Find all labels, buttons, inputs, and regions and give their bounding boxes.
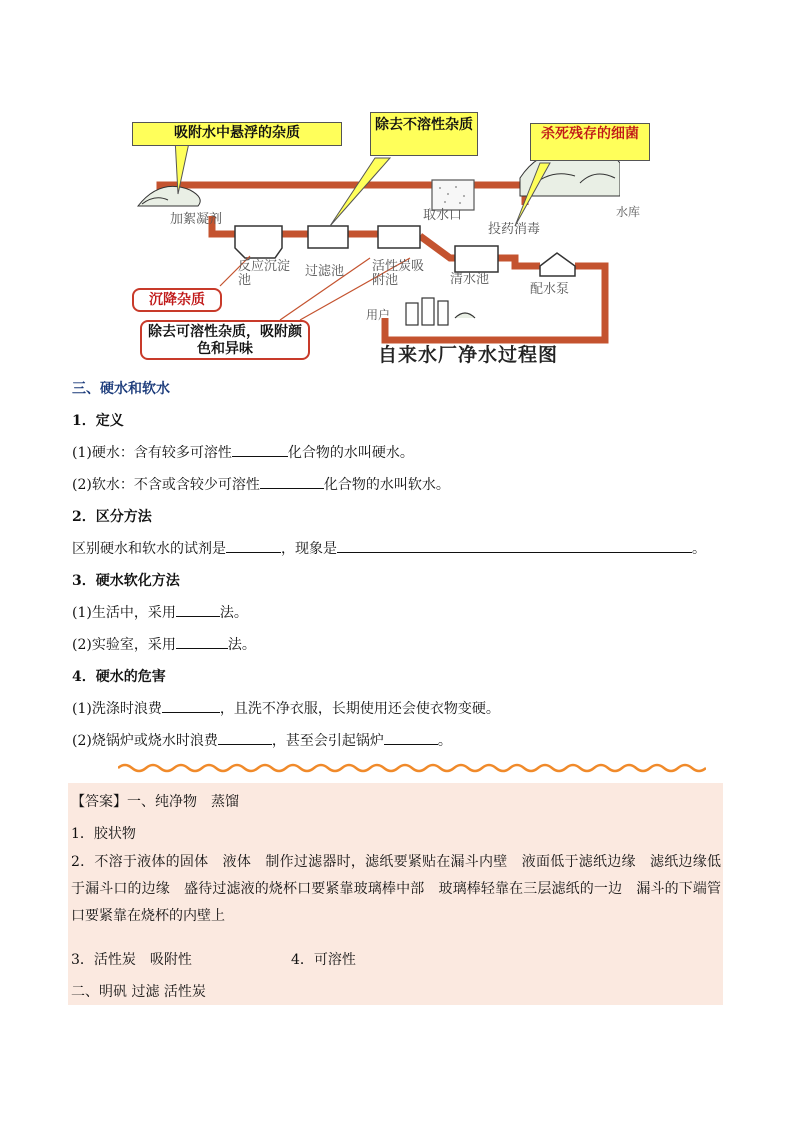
carbon-tank bbox=[378, 226, 420, 248]
label-disinfect: 投药消毒 bbox=[488, 222, 541, 237]
soften-lab: (2)实验室，采用 法。 bbox=[72, 634, 256, 654]
answer-line-4a: 3．活性炭 吸附性 bbox=[71, 952, 192, 968]
water-purification-diagram bbox=[120, 108, 641, 366]
label-clear-tank: 清水池 bbox=[450, 272, 490, 287]
answer-line-2: 1．胶状物 bbox=[71, 826, 136, 842]
label-filter-tank: 过滤池 bbox=[305, 264, 345, 279]
harm-boiler: (2)烧锅炉或烧水时浪费 ，甚至会引起锅炉 。 bbox=[72, 730, 452, 750]
wave-divider bbox=[118, 762, 706, 774]
filter-tank bbox=[308, 226, 348, 248]
soften-life: (1)生活中，采用 法。 bbox=[72, 602, 248, 622]
soft-water-definition: (2)软水：不含或含较少可溶性 化合物的水叫软水。 bbox=[72, 474, 450, 494]
user-building bbox=[406, 298, 475, 325]
label-reservoir: 水库 bbox=[616, 205, 641, 219]
blank-boiler-effect[interactable] bbox=[384, 730, 438, 745]
label-pump: 配水泵 bbox=[530, 282, 570, 297]
reaction-tank bbox=[235, 226, 282, 258]
callout-insoluble: 除去不溶性杂质 bbox=[370, 112, 478, 156]
label-carbon-tank: 活性炭吸附池 bbox=[372, 259, 425, 288]
blank-wash[interactable] bbox=[162, 698, 220, 713]
callout-adsorb: 吸附水中悬浮的杂质 bbox=[132, 122, 342, 146]
label-coagulant: 加絮凝剂 bbox=[170, 212, 223, 227]
harm-wash: (1)洗涤时浪费 ，且洗不净衣服，长期使用还会使衣物变硬。 bbox=[72, 698, 500, 718]
blank-lab-method[interactable] bbox=[176, 634, 228, 649]
definition-heading: 1．定义 bbox=[72, 413, 124, 429]
blank-soft[interactable] bbox=[260, 474, 324, 489]
blank-hard[interactable] bbox=[232, 442, 288, 457]
harm-heading: 4．硬水的危害 bbox=[72, 669, 166, 685]
callout-settle: 沉降杂质 bbox=[132, 288, 222, 312]
label-reaction-tank: 反应沉淀池 bbox=[238, 259, 291, 288]
diagram-title: 自来水厂净水过程图 bbox=[378, 344, 559, 366]
distinguish-heading: 2．区分方法 bbox=[72, 509, 152, 525]
blank-life-method[interactable] bbox=[176, 602, 220, 617]
blank-boiler-waste[interactable] bbox=[218, 730, 272, 745]
answer-line-3: 2．不溶于液体的固体 液体 制作过滤器时，滤纸要紧贴在漏斗内壁 液面低于滤纸边缘 滤纸边缘低于漏斗口的边缘 盛待过滤液的烧杯口要紧靠玻璃棒中部 玻璃棒轻靠在三层滤纸的一边 漏斗的下端管口要紧靠在烧杯的内壁上 bbox=[71, 854, 721, 924]
answer-box bbox=[68, 783, 723, 1005]
callout-soluble: 除去可溶性杂质，吸附颜色和异味 bbox=[140, 320, 310, 360]
label-intake: 取水口 bbox=[423, 208, 463, 223]
soften-heading: 3．硬水软化方法 bbox=[72, 573, 180, 589]
callout-kill: 杀死残存的细菌 bbox=[530, 123, 650, 161]
blank-reagent[interactable] bbox=[226, 538, 281, 553]
section-heading: 三、硬水和软水 bbox=[72, 381, 170, 397]
distinguish-text: 区别硬水和软水的试剂是 ，现象是 。 bbox=[72, 538, 706, 558]
pump-house bbox=[540, 253, 575, 276]
blank-phenomenon[interactable] bbox=[337, 538, 692, 553]
label-user: 用户 bbox=[366, 308, 391, 322]
hill-left bbox=[138, 186, 200, 206]
hard-water-definition: (1)硬水：含有较多可溶性 化合物的水叫硬水。 bbox=[72, 442, 414, 462]
answer-line-5: 二、明矾 过滤 活性炭 bbox=[71, 984, 206, 1000]
answer-line-4b: 4．可溶性 bbox=[291, 952, 356, 968]
answer-line-1: 【答案】一、纯净物 蒸馏 bbox=[71, 794, 239, 810]
